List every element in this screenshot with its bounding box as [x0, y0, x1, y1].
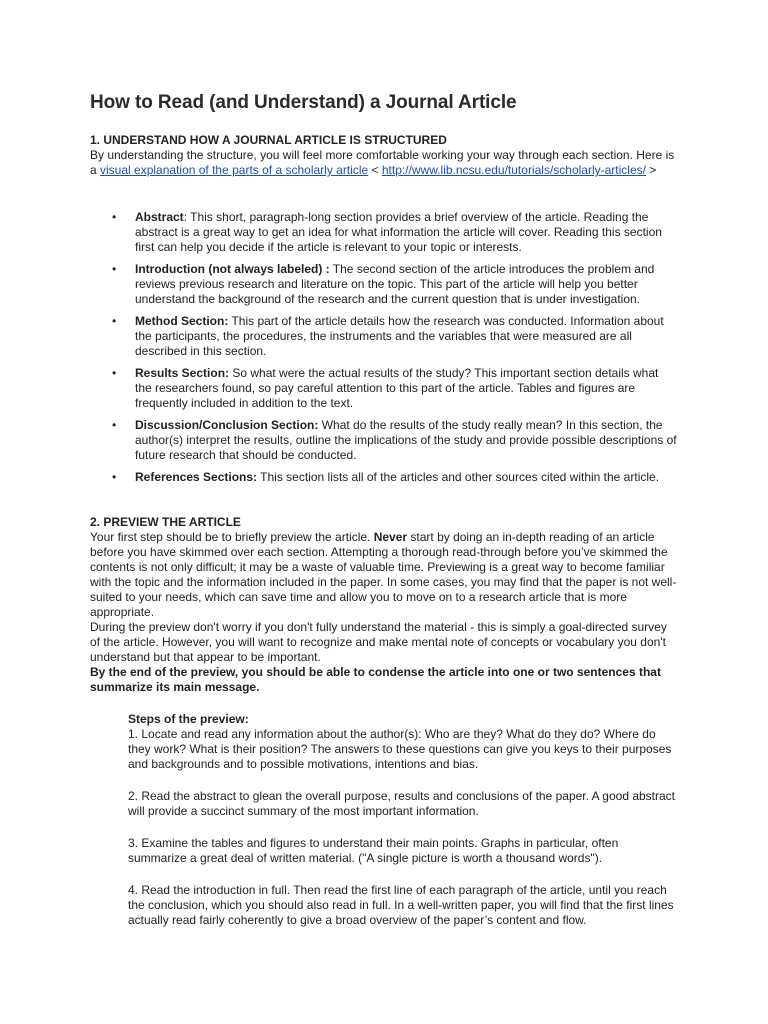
step-item-1: 1. Locate and read any information about the author(s): Who are they? What do they do? Where do they work? What is their position? The answers to these questions can give you keys to their purposes and backgrounds and to possible motivations, intentions and bias.	[128, 727, 672, 771]
preview-text-after: start by doing an in-depth reading of an article before you have skimmed over each section. Attempting a thorough read-through before you’ve skimmed the contents is not only difficult; it may be a waste of valuable time. Previewing is a great way to become familiar with the topic and the information included in the paper. In some cases, you may find that the paper is not well-suited to your needs, which can save time and allow you to move on to a research article that is more appropriate.	[90, 530, 677, 619]
list-item-term: Abstract	[135, 210, 184, 224]
list-item-text: So what were the actual results of the study? This important section details what the researchers found, so pay careful attention to this part of the article. Tables and figures are frequently included in addition to the text.	[135, 366, 659, 410]
section-structure	[90, 133, 680, 178]
preview-paragraph-1	[90, 530, 680, 620]
section-preview	[90, 515, 680, 695]
article-parts-list	[112, 210, 677, 492]
bullet-icon: •	[112, 418, 117, 432]
list-item-method	[112, 314, 677, 359]
list-item-text: This part of the article details how the research was conducted. Information about the participants, the procedures, the instruments and the variables that were measured are all described in this section.	[135, 314, 664, 358]
list-item-abstract	[112, 210, 677, 255]
steps-heading: Steps of the preview:	[128, 712, 249, 726]
list-item-text: This section lists all of the articles and other sources cited within the article.	[257, 470, 660, 484]
list-item-references	[112, 470, 677, 485]
list-item-term: Results Section:	[135, 366, 230, 380]
section-heading-structure: 1. UNDERSTAND HOW A JOURNAL ARTICLE IS STRUCTURED	[90, 133, 447, 147]
list-item-term: References Sections:	[135, 470, 258, 484]
preview-steps	[128, 712, 680, 945]
never-emphasis: Never	[373, 530, 408, 544]
preview-text-before: Your first step should be to briefly preview the article.	[90, 530, 374, 544]
intro-text: By understanding the structure, you will feel more comfortable working your way through each section. Here is a	[90, 148, 675, 177]
bullet-icon: •	[112, 366, 117, 380]
link-open-bracket: <	[368, 163, 382, 177]
list-item-term: Method Section:	[135, 314, 229, 328]
link-close-bracket: >	[645, 163, 657, 177]
bullet-icon: •	[112, 210, 117, 224]
preview-paragraph-2: During the preview don't worry if you don't fully understand the material - this is simply a goal-directed survey of the article. However, you will want to recognize and make mental note of concepts or vocabulary you don't understand but that appear to be important.	[90, 620, 667, 664]
section-heading-preview: 2. PREVIEW THE ARTICLE	[90, 515, 241, 529]
list-item-text: The second section of the article introduces the problem and reviews previous research and literature on the topic. This part of the article will help you better understand the background of the research and the current question that is under investigation.	[135, 262, 655, 306]
bullet-icon: •	[112, 470, 117, 484]
intro-paragraph	[90, 148, 680, 178]
list-item-term: Discussion/Conclusion Section:	[135, 418, 319, 432]
list-item-text: What do the results of the study really mean? In this section, the author(s) interpret the results, outline the implications of the study and provide possible descriptions of future research that should be conducted.	[135, 418, 677, 462]
list-item-discussion	[112, 418, 677, 463]
bullet-icon: •	[112, 314, 117, 328]
step-item-2: 2. Read the abstract to glean the overall purpose, results and conclusions of the paper. A good abstract will provide a succinct summary of the most important information.	[128, 789, 676, 818]
list-item-text: : This short, paragraph-long section provides a brief overview of the article. Reading the abstract is a great way to get an idea for what information the article will cover. Reading this section first can help you decide if the article is relevant to your topic or interests.	[135, 210, 662, 254]
preview-summary-bold	[90, 665, 680, 695]
step-item-4: 4. Read the introduction in full. Then read the first line of each paragraph of the article, until you reach the conclusion, which you should also read in full. In a well-written paper, you will find that the first lines actually read fairly coherently to give a broad overview of the paper’s content and flow.	[128, 883, 674, 927]
step-item-3: 3. Examine the tables and figures to understand their main points. Graphs in particular, often summarize a great deal of written material. ("A single picture is worth a thousand words").	[128, 836, 619, 865]
visual-explanation-link[interactable]: visual explanation of the parts of a scholarly article	[100, 163, 369, 177]
list-item-results	[112, 366, 677, 411]
summary-emphasis: By the end of the preview, you should be able to condense the article into one or two sentences that summarize its main message.	[90, 665, 661, 694]
bullet-icon: •	[112, 262, 117, 276]
ncsu-tutorial-link[interactable]: http://www.lib.ncsu.edu/tutorials/scholarly-articles/	[381, 163, 646, 177]
page-title: How to Read (and Understand) a Journal Article	[90, 92, 517, 113]
list-item-term: Introduction (not always labeled) :	[135, 262, 330, 276]
list-item-introduction	[112, 262, 677, 307]
